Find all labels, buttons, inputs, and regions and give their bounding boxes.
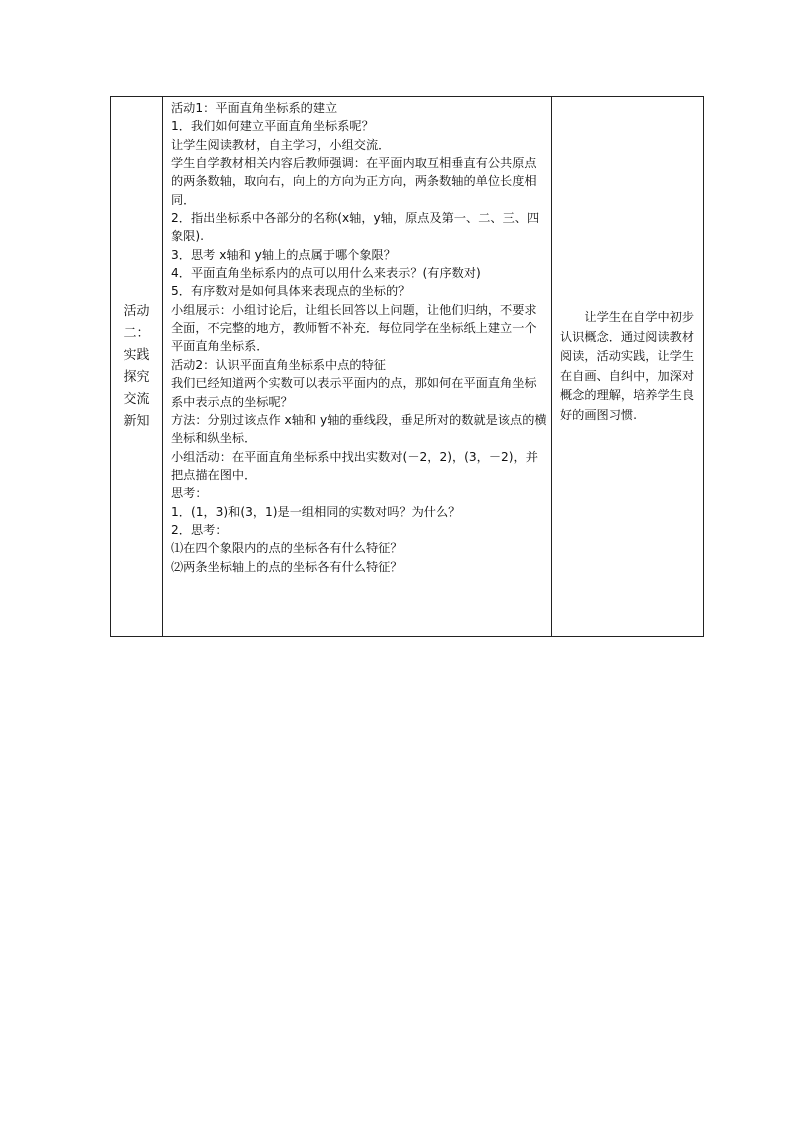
stage-line: 二： [123, 325, 150, 341]
stage-cell [111, 97, 163, 637]
content-paragraph: 让学生阅读教材，自主学习，小组交流． [171, 137, 391, 152]
stage-line: 实践 [123, 347, 150, 363]
content-paragraph: ⑵两条坐标轴上的点的坐标各有什么特征？ [171, 559, 403, 574]
stage-line: 活动 [123, 303, 150, 319]
stage-line: 探究 [123, 369, 150, 385]
content-paragraph: 方法：分别过该点作 x轴和 y轴的垂线段，垂足所对的数就是该点的横坐标和纵坐标． [171, 412, 547, 446]
lesson-plan-table [110, 96, 704, 637]
activity-2-heading: 活动2：认识平面直角坐标系中点的特征 [171, 357, 386, 372]
content-paragraph: 1．我们如何建立平面直角坐标系呢？ [171, 119, 374, 134]
content-paragraph: 我们已经知道两个实数可以表示平面内的点，那如何在平面直角坐标系中表示点的坐标呢？ [171, 376, 537, 409]
stage-line: 交流 [123, 391, 150, 407]
content-paragraph: ⑴在四个象限内的点的坐标各有什么特征？ [171, 541, 403, 556]
activity-1-heading: 活动1：平面直角坐标系的建立 [171, 101, 338, 115]
activity-content-cell [163, 97, 552, 637]
content-paragraph: 学生自学教材相关内容后教师强调：在平面内取互相垂直有公共原点的两条数轴，取向右，向上的方向为正方向，两条数轴的单位长度相同． [171, 156, 537, 207]
content-paragraph: 2．指出坐标系中各部分的名称(x轴，y轴，原点及第一、二、三、四象限). [171, 211, 540, 244]
content-paragraph: 小组活动：在平面直角坐标系中找出实数对(－2，2)，(3，－2)，并把点描在图中． [171, 449, 538, 482]
stage-line: 新知 [123, 413, 150, 429]
content-paragraph: 5．有序数对是如何具体来表现点的坐标的？ [171, 284, 411, 299]
content-paragraph: 1．(1，3)和(3，1)是一组相同的实数对吗？为什么？ [171, 504, 461, 519]
design-intent-cell [552, 97, 704, 637]
content-paragraph: 思考： [171, 486, 208, 501]
table-row [111, 97, 704, 637]
content-paragraph: 3．思考 x轴和 y轴上的点属于哪个象限？ [171, 247, 396, 262]
design-intent-text: 让学生在自学中初步认识概念．通过阅读教材阅读，活动实践，让学生在自画、自纠中，加深对概念的理解，培养学生良好的画图习惯. [560, 310, 695, 422]
content-paragraph: 4．平面直角坐标系内的点可以用什么来表示？(有序数对) [171, 266, 481, 281]
content-paragraph: 小组展示：小组讨论后，让组长回答以上问题，让他们归纳，不要求全面，不完整的地方，教师暂不补充．每位同学在坐标纸上建立一个平面直角坐标系． [171, 302, 537, 354]
content-paragraph: 2．思考： [171, 522, 228, 537]
